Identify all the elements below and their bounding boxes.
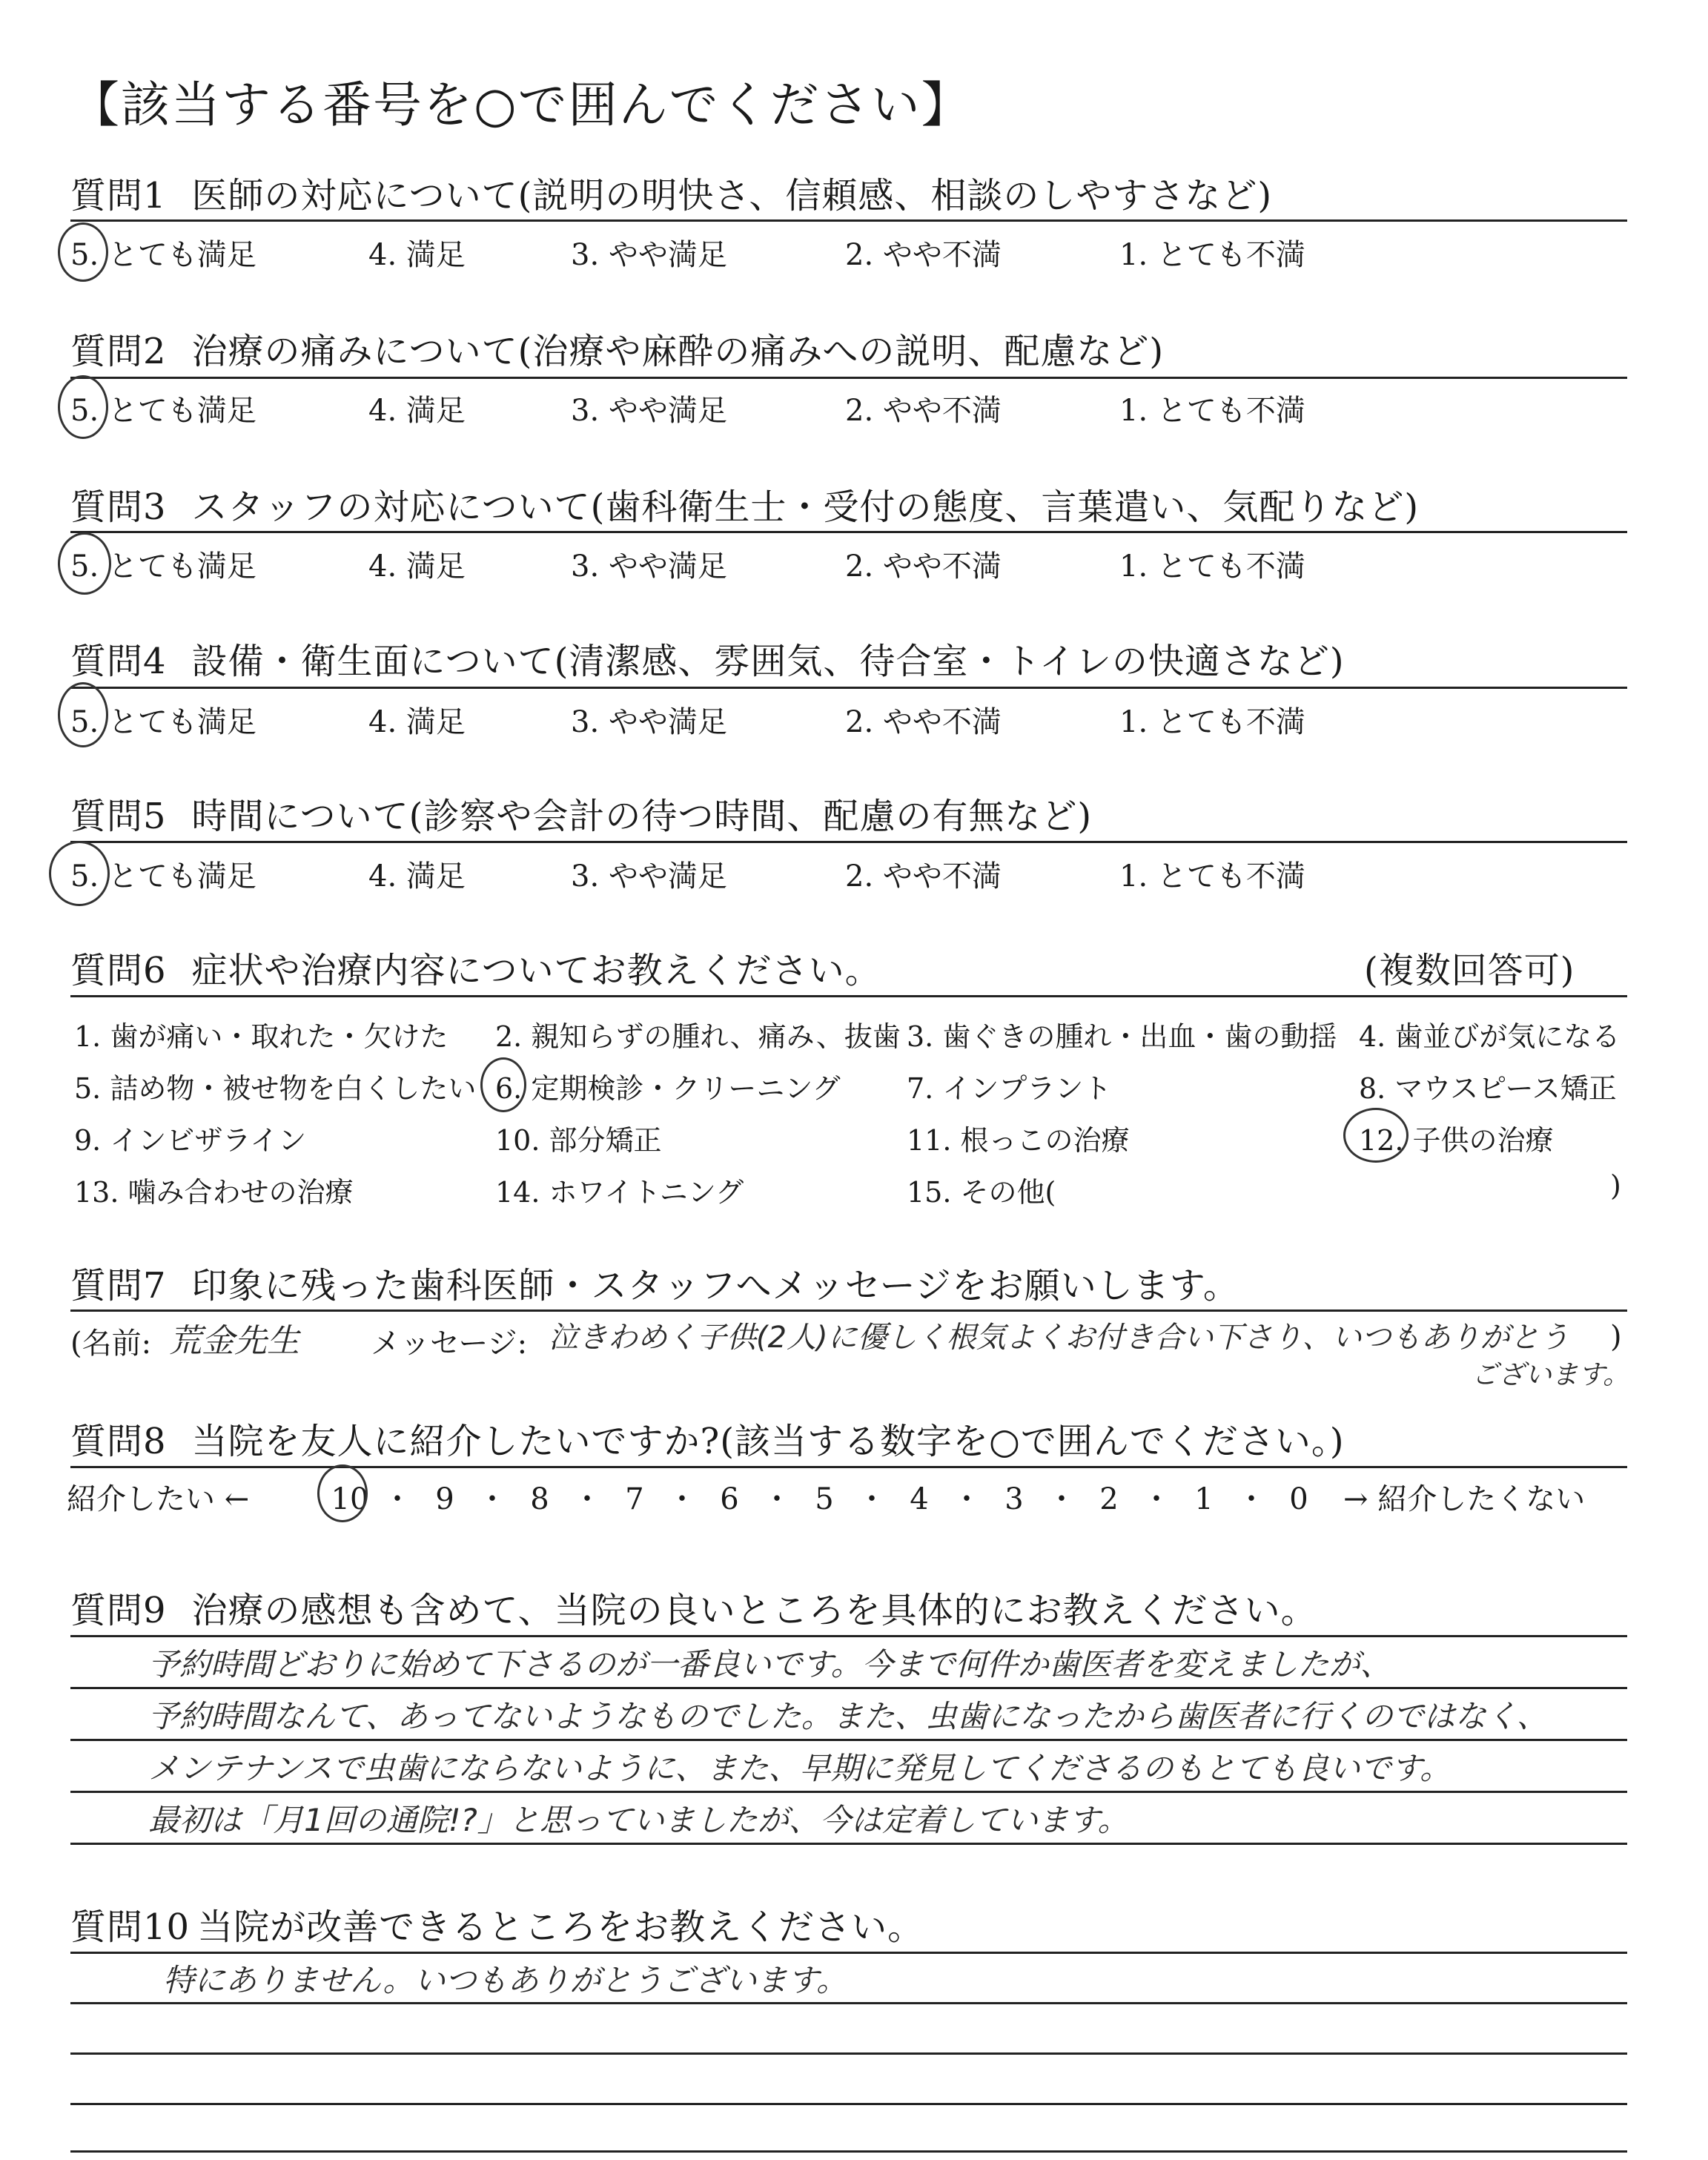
question-10 bbox=[70, 1898, 924, 1949]
q8-scale-value-7[interactable]: 7 bbox=[625, 1482, 644, 1516]
q6-option-15[interactable]: 15. その他( bbox=[907, 1176, 1056, 1209]
question-5 bbox=[70, 787, 1092, 839]
q8-scale-value-5[interactable]: 5 bbox=[815, 1482, 834, 1516]
question-3-rule bbox=[70, 531, 1627, 533]
q1-selection-circle bbox=[58, 222, 108, 282]
q8-scale-separator: ・ bbox=[762, 1482, 792, 1516]
q5-option-4[interactable]: 4. 満足 bbox=[368, 859, 466, 894]
q3-option-4[interactable]: 4. 満足 bbox=[368, 549, 466, 584]
q6-option-14[interactable]: 14. ホワイトニング bbox=[495, 1176, 744, 1209]
question-1-text: 医師の対応について(説明の明快さ、信頼感、相談のしやすさなど) bbox=[191, 175, 1273, 217]
question-7 bbox=[70, 1257, 1239, 1308]
q7-message-line-1[interactable]: 泣きわめく子供(2人)に優しく根気よくお付き合い下さり、いつもありがとう bbox=[549, 1321, 1569, 1355]
question-4-rule bbox=[70, 687, 1627, 689]
question-10-text: 当院が改善できるところをお教えください。 bbox=[197, 1906, 924, 1948]
question-2 bbox=[70, 323, 1164, 374]
q1-option-1[interactable]: 1. とても不満 bbox=[1119, 238, 1305, 272]
question-3-text: スタッフの対応について(歯科衛生士・受付の態度、言葉遣い、気配りなど) bbox=[191, 486, 1420, 528]
question-4 bbox=[70, 633, 1345, 684]
q4-option-4[interactable]: 4. 満足 bbox=[368, 705, 466, 739]
q7-name-label: (名前: bbox=[70, 1327, 152, 1361]
q9-answer-line-3[interactable]: メンテナンスで虫歯にならないように、また、早期に発見してくださるのもとても良いです。 bbox=[148, 1750, 1452, 1786]
q6-option-4[interactable]: 4. 歯並びが気になる bbox=[1359, 1020, 1621, 1053]
q4-option-1[interactable]: 1. とても不満 bbox=[1119, 705, 1305, 739]
question-1 bbox=[70, 167, 1272, 218]
q6-option-5[interactable]: 5. 詰め物・被せ物を白くしたい bbox=[74, 1072, 477, 1105]
question-1-label: 質問1 bbox=[70, 175, 167, 217]
q8-selection-circle bbox=[317, 1464, 368, 1522]
q8-scale-separator: ・ bbox=[1142, 1482, 1171, 1516]
question-5-label: 質問5 bbox=[70, 796, 167, 837]
question-3 bbox=[70, 478, 1419, 529]
q6-option-9[interactable]: 9. インビザライン bbox=[74, 1124, 307, 1157]
q5-option-5[interactable]: 5. とても満足 bbox=[70, 859, 256, 894]
question-4-label: 質問4 bbox=[70, 641, 167, 682]
question-2-label: 質問2 bbox=[70, 331, 167, 372]
q2-selection-circle bbox=[58, 375, 108, 439]
q4-option-5[interactable]: 5. とても満足 bbox=[70, 705, 256, 739]
q7-close-paren: ) bbox=[1610, 1320, 1622, 1354]
q6-option-13[interactable]: 13. 噛み合わせの治療 bbox=[74, 1176, 354, 1209]
question-5-text: 時間について(診察や会計の待つ時間、配慮の有無など) bbox=[191, 796, 1093, 837]
q8-scale-separator: ・ bbox=[667, 1482, 697, 1516]
question-8-label: 質問8 bbox=[70, 1421, 167, 1462]
q3-option-1[interactable]: 1. とても不満 bbox=[1119, 549, 1305, 584]
q6-option-6[interactable]: 6. 定期検診・クリーニング bbox=[495, 1072, 841, 1105]
q8-scale-separator: ・ bbox=[383, 1482, 412, 1516]
q4-selection-circle bbox=[58, 682, 108, 747]
q8-scale-separator: ・ bbox=[1047, 1482, 1076, 1516]
question-9-label: 質問9 bbox=[70, 1590, 167, 1631]
q8-scale-value-0[interactable]: 0 bbox=[1289, 1482, 1308, 1516]
q9-answer-rule-3 bbox=[70, 1791, 1627, 1793]
q6-option-12[interactable]: 12. 子供の治療 bbox=[1359, 1124, 1554, 1157]
question-1-rule bbox=[70, 219, 1627, 222]
q8-right-label: → 紹介したくない bbox=[1343, 1482, 1586, 1516]
q6-option-2[interactable]: 2. 親知らずの腫れ、痛み、抜歯 bbox=[495, 1020, 901, 1053]
question-6 bbox=[70, 942, 881, 993]
q4-option-3[interactable]: 3. やや満足 bbox=[571, 705, 727, 739]
q5-option-3[interactable]: 3. やや満足 bbox=[571, 859, 727, 894]
question-8-rule bbox=[70, 1466, 1627, 1468]
q8-scale-value-3[interactable]: 3 bbox=[1004, 1482, 1024, 1516]
question-6-text: 症状や治療内容についてお教えください。 bbox=[191, 950, 881, 991]
q8-scale-value-6[interactable]: 6 bbox=[720, 1482, 739, 1516]
q1-option-5[interactable]: 5. とても満足 bbox=[70, 238, 256, 272]
q8-scale-separator: ・ bbox=[572, 1482, 602, 1516]
q2-option-3[interactable]: 3. やや満足 bbox=[571, 394, 727, 428]
q9-answer-rule-2 bbox=[70, 1739, 1627, 1741]
question-4-text: 設備・衛生面について(清潔感、雰囲気、待合室・トイレの快適さなど) bbox=[191, 641, 1345, 682]
q2-option-1[interactable]: 1. とても不満 bbox=[1119, 394, 1305, 428]
question-10-label: 質問10 bbox=[70, 1906, 191, 1948]
q6-option-8[interactable]: 8. マウスピース矯正 bbox=[1359, 1072, 1617, 1105]
q10-answer-rule-2 bbox=[70, 2052, 1627, 2055]
q5-selection-circle bbox=[49, 841, 110, 906]
q8-scale-value-10[interactable]: 10 bbox=[331, 1482, 369, 1516]
q1-option-3[interactable]: 3. やや満足 bbox=[571, 238, 727, 272]
q3-selection-circle bbox=[58, 532, 111, 595]
q6-option-12-circle bbox=[1343, 1108, 1409, 1163]
q6-option-3[interactable]: 3. 歯ぐきの腫れ・出血・歯の動揺 bbox=[907, 1020, 1337, 1053]
q10-answer-rule-1 bbox=[70, 2002, 1627, 2004]
question-6-rule bbox=[70, 995, 1627, 997]
question-6-label: 質問6 bbox=[70, 950, 167, 991]
q7-message-line-2[interactable]: ございます。 bbox=[1472, 1360, 1630, 1390]
q8-left-label: 紹介したい ← bbox=[67, 1482, 250, 1516]
q6-option-7[interactable]: 7. インプラント bbox=[907, 1072, 1112, 1105]
q6-option-11[interactable]: 11. 根っこの治療 bbox=[907, 1124, 1130, 1157]
q3-option-5[interactable]: 5. とても満足 bbox=[70, 549, 256, 584]
q3-option-3[interactable]: 3. やや満足 bbox=[571, 549, 727, 584]
question-3-label: 質問3 bbox=[70, 486, 167, 528]
question-5-rule bbox=[70, 841, 1627, 843]
question-6-note: (複数回答可) bbox=[1364, 950, 1575, 991]
question-2-rule bbox=[70, 377, 1627, 379]
q5-option-1[interactable]: 1. とても不満 bbox=[1119, 859, 1305, 894]
question-9-text: 治療の感想も含めて、当院の良いところを具体的にお教えください。 bbox=[191, 1590, 1317, 1631]
q8-scale-value-4[interactable]: 4 bbox=[910, 1482, 929, 1516]
question-9-rule bbox=[70, 1635, 1627, 1637]
q6-option-1[interactable]: 1. 歯が痛い・取れた・欠けた bbox=[74, 1020, 448, 1053]
question-8-text: 当院を友人に紹介したいですか?(該当する数字を○で囲んでください。) bbox=[191, 1421, 1345, 1462]
q8-scale-separator: ・ bbox=[477, 1482, 507, 1516]
q8-scale-value-1[interactable]: 1 bbox=[1194, 1482, 1214, 1516]
q1-option-2[interactable]: 2. やや不満 bbox=[845, 238, 1002, 272]
q4-option-2[interactable]: 2. やや不満 bbox=[845, 705, 1002, 739]
q6-option-6-circle bbox=[480, 1057, 526, 1112]
q2-option-5[interactable]: 5. とても満足 bbox=[70, 394, 256, 428]
q8-scale-value-2[interactable]: 2 bbox=[1099, 1482, 1119, 1516]
q2-option-4[interactable]: 4. 満足 bbox=[368, 394, 466, 428]
q8-scale-value-8[interactable]: 8 bbox=[530, 1482, 549, 1516]
q3-option-2[interactable]: 2. やや不満 bbox=[845, 549, 1002, 584]
q9-answer-line-1[interactable]: 予約時間どおりに始めて下さるのが一番良いです。今まで何件か歯医者を変えましたが、 bbox=[148, 1646, 1391, 1682]
question-2-text: 治療の痛みについて(治療や麻酔の痛みへの説明、配慮など) bbox=[191, 331, 1165, 372]
q8-scale-separator: ・ bbox=[952, 1482, 982, 1516]
question-9 bbox=[70, 1582, 1317, 1633]
question-7-label: 質問7 bbox=[70, 1265, 167, 1307]
q8-scale bbox=[326, 1476, 1323, 1518]
q9-answer-rule-1 bbox=[70, 1687, 1627, 1689]
q10-answer-rule-4 bbox=[70, 2150, 1627, 2153]
question-7-rule bbox=[70, 1309, 1627, 1312]
question-8 bbox=[70, 1413, 1345, 1464]
q2-option-2[interactable]: 2. やや不満 bbox=[845, 394, 1002, 428]
q1-option-4[interactable]: 4. 満足 bbox=[368, 238, 466, 272]
question-7-text: 印象に残った歯科医師・スタッフへメッセージをお願いします。 bbox=[191, 1265, 1239, 1307]
q8-scale-separator: ・ bbox=[857, 1482, 887, 1516]
q9-answer-line-4[interactable]: 最初は「月1回の通院!?」と思っていましたが、今は定着しています。 bbox=[148, 1802, 1129, 1838]
q10-answer-line-1[interactable]: 特にありません。いつもありがとうございます。 bbox=[163, 1962, 848, 1998]
q7-name-value[interactable]: 荒金先生 bbox=[169, 1322, 299, 1360]
q8-scale-value-9[interactable]: 9 bbox=[435, 1482, 454, 1516]
page-title: 【該当する番号を○で囲んでください】 bbox=[70, 76, 972, 133]
q7-message-label: メッセージ: bbox=[371, 1327, 528, 1361]
question-10-rule bbox=[70, 1952, 1627, 1954]
q6-other-close-paren: ) bbox=[1610, 1169, 1621, 1202]
q6-option-10[interactable]: 10. 部分矯正 bbox=[495, 1124, 662, 1157]
q9-answer-line-2[interactable]: 予約時間なんて、あってないようなものでした。また、虫歯になったから歯医者に行くのではなく、 bbox=[148, 1698, 1548, 1734]
q5-option-2[interactable]: 2. やや不満 bbox=[845, 859, 1002, 894]
q8-scale-separator: ・ bbox=[1237, 1482, 1266, 1516]
q9-answer-rule-4 bbox=[70, 1843, 1627, 1845]
q10-answer-rule-3 bbox=[70, 2103, 1627, 2105]
